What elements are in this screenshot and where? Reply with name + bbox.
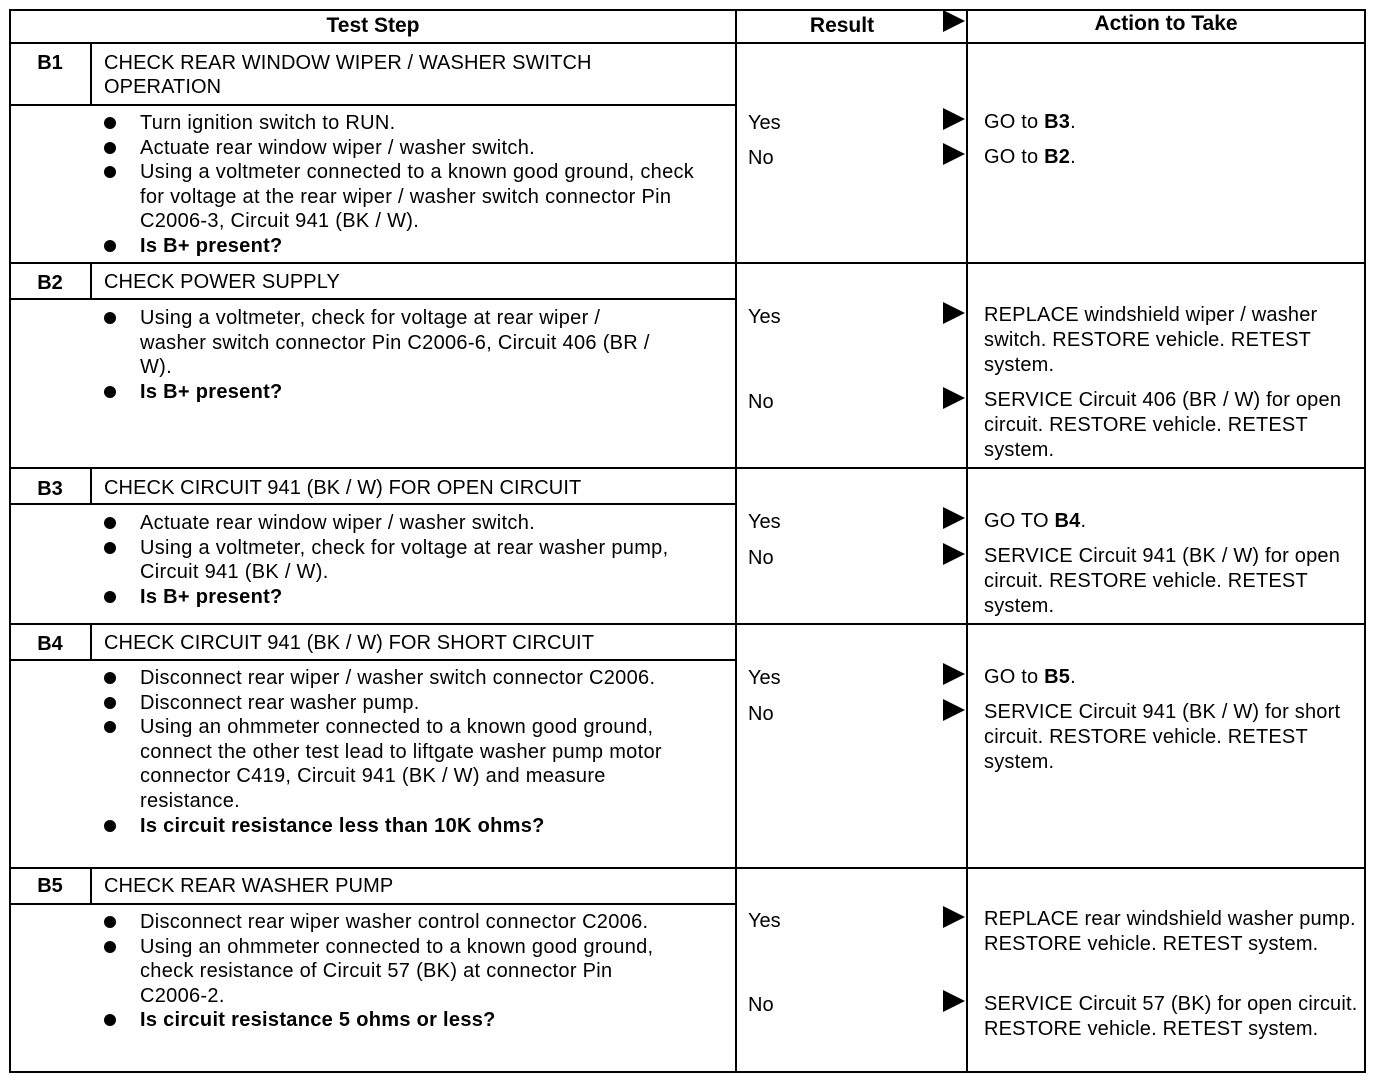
step-procedure-list bbox=[100, 910, 720, 1033]
column-divider-result bbox=[735, 9, 737, 1073]
procedure-item: Disconnect rear wiper / washer switch connector C2006. bbox=[100, 666, 720, 691]
result-yes: Yes bbox=[748, 910, 781, 932]
header-arrow-icon bbox=[943, 10, 965, 32]
result-yes: Yes bbox=[748, 112, 781, 134]
action-text: GO to B5. bbox=[984, 666, 1076, 688]
procedure-item: Disconnect rear washer pump. bbox=[100, 691, 720, 716]
step-id-divider bbox=[90, 867, 92, 905]
result-yes: Yes bbox=[748, 511, 781, 533]
action-text: GO to B2. bbox=[984, 146, 1076, 168]
procedure-question: Is B+ present? bbox=[100, 380, 720, 405]
result-arrow-icon bbox=[943, 990, 965, 1012]
step-id: B3 bbox=[37, 478, 63, 500]
result-no: No bbox=[748, 147, 774, 169]
bullet-icon bbox=[104, 166, 116, 178]
bullet-icon bbox=[104, 672, 116, 684]
result-no: No bbox=[748, 994, 774, 1016]
step-id-divider bbox=[90, 623, 92, 661]
procedure-question: Is circuit resistance less than 10K ohms? bbox=[100, 814, 720, 839]
action-text: SERVICE Circuit 941 (BK / W) for open circuit. RESTORE vehicle. RETEST system. bbox=[984, 545, 1341, 617]
bullet-icon bbox=[104, 542, 116, 554]
bullet-icon bbox=[104, 941, 116, 953]
step-title-underline bbox=[9, 104, 737, 106]
result-no: No bbox=[748, 547, 774, 569]
action-text: REPLACE windshield wiper / washer switch. RESTORE vehicle. RETEST system. bbox=[984, 304, 1318, 376]
step-id: B1 bbox=[37, 52, 63, 74]
result-arrow-icon bbox=[943, 543, 965, 565]
step-title-underline bbox=[9, 503, 737, 505]
result-arrow-icon bbox=[943, 663, 965, 685]
step-title: CHECK REAR WASHER PUMP bbox=[104, 875, 394, 897]
result-arrow-icon bbox=[943, 143, 965, 165]
result-arrow-icon bbox=[943, 108, 965, 130]
bullet-icon bbox=[104, 697, 116, 709]
result-arrow-icon bbox=[943, 387, 965, 409]
step-divider bbox=[9, 867, 1366, 869]
action-text: REPLACE rear windshield washer pump. RESTORE vehicle. RETEST system. bbox=[984, 908, 1356, 955]
step-divider bbox=[9, 467, 1366, 469]
procedure-item: Actuate rear window wiper / washer switch. bbox=[100, 511, 720, 536]
procedure-item: Using an ohmmeter connected to a known good ground, check resistance of Circuit 57 (BK) at connector Pin C2006-2. bbox=[100, 935, 720, 1009]
table-border-right bbox=[1364, 9, 1366, 1073]
result-arrow-icon bbox=[943, 302, 965, 324]
column-divider-action bbox=[966, 9, 968, 1073]
bullet-icon bbox=[104, 591, 116, 603]
step-title-underline bbox=[9, 298, 737, 300]
table-border-bottom bbox=[9, 1071, 1366, 1073]
step-title: CHECK POWER SUPPLY bbox=[104, 271, 340, 293]
bullet-icon bbox=[104, 721, 116, 733]
procedure-item: Using a voltmeter, check for voltage at rear washer pump, Circuit 941 (BK / W). bbox=[100, 536, 720, 585]
header-action: Action to Take bbox=[1094, 12, 1238, 35]
bullet-icon bbox=[104, 820, 116, 832]
bullet-icon bbox=[104, 312, 116, 324]
step-divider bbox=[9, 623, 1366, 625]
action-text: GO to B3. bbox=[984, 111, 1076, 133]
procedure-question: Is circuit resistance 5 ohms or less? bbox=[100, 1008, 720, 1033]
step-title-underline bbox=[9, 659, 737, 661]
header-test-step: Test Step bbox=[326, 14, 420, 37]
procedure-item: Using a voltmeter, check for voltage at rear wiper / washer switch connector Pin C2006-6, Circuit 406 (BR / W). bbox=[100, 306, 720, 380]
procedure-item: Actuate rear window wiper / washer switch. bbox=[100, 136, 720, 161]
header-result: Result bbox=[809, 14, 875, 37]
step-title: CHECK REAR WINDOW WIPER / WASHER SWITCH OPERATION bbox=[104, 52, 592, 98]
step-procedure-list bbox=[100, 306, 720, 404]
step-id: B4 bbox=[37, 633, 63, 655]
procedure-item: Disconnect rear wiper washer control connector C2006. bbox=[100, 910, 720, 935]
step-title: CHECK CIRCUIT 941 (BK / W) FOR SHORT CIRCUIT bbox=[104, 632, 595, 654]
header-divider bbox=[9, 42, 1366, 44]
step-id: B2 bbox=[37, 272, 63, 294]
procedure-question: Is B+ present? bbox=[100, 234, 720, 259]
bullet-icon bbox=[104, 1014, 116, 1026]
action-text: GO TO B4. bbox=[984, 510, 1087, 532]
procedure-item: Using a voltmeter connected to a known good ground, check for voltage at the rear wiper / washer switch connector Pin C2006-3, Circuit 941 (BK / W). bbox=[100, 160, 720, 234]
step-id-divider bbox=[90, 467, 92, 505]
step-procedure-list bbox=[100, 111, 720, 259]
action-text: SERVICE Circuit 57 (BK) for open circuit. RESTORE vehicle. RETEST system. bbox=[984, 993, 1358, 1040]
step-procedure-list bbox=[100, 511, 720, 609]
step-id: B5 bbox=[37, 875, 63, 897]
result-arrow-icon bbox=[943, 906, 965, 928]
result-no: No bbox=[748, 391, 774, 413]
procedure-item: Using an ohmmeter connected to a known good ground, connect the other test lead to liftgate washer pump motor connector C419, Circuit 941 (BK / W) and measure resistance. bbox=[100, 715, 720, 813]
result-arrow-icon bbox=[943, 507, 965, 529]
table-border-left bbox=[9, 9, 11, 1073]
action-text: SERVICE Circuit 406 (BR / W) for open circuit. RESTORE vehicle. RETEST system. bbox=[984, 389, 1342, 461]
bullet-icon bbox=[104, 117, 116, 129]
result-yes: Yes bbox=[748, 306, 781, 328]
step-id-divider bbox=[90, 262, 92, 300]
step-title-underline bbox=[9, 903, 737, 905]
procedure-item: Turn ignition switch to RUN. bbox=[100, 111, 720, 136]
bullet-icon bbox=[104, 142, 116, 154]
step-id-divider bbox=[90, 42, 92, 106]
bullet-icon bbox=[104, 240, 116, 252]
result-arrow-icon bbox=[943, 699, 965, 721]
step-title: CHECK CIRCUIT 941 (BK / W) FOR OPEN CIRCUIT bbox=[104, 477, 582, 499]
procedure-question: Is B+ present? bbox=[100, 585, 720, 610]
bullet-icon bbox=[104, 386, 116, 398]
result-yes: Yes bbox=[748, 667, 781, 689]
step-divider bbox=[9, 262, 1366, 264]
bullet-icon bbox=[104, 517, 116, 529]
bullet-icon bbox=[104, 916, 116, 928]
action-text: SERVICE Circuit 941 (BK / W) for short circuit. RESTORE vehicle. RETEST system. bbox=[984, 701, 1341, 773]
result-no: No bbox=[748, 703, 774, 725]
step-procedure-list bbox=[100, 666, 720, 838]
